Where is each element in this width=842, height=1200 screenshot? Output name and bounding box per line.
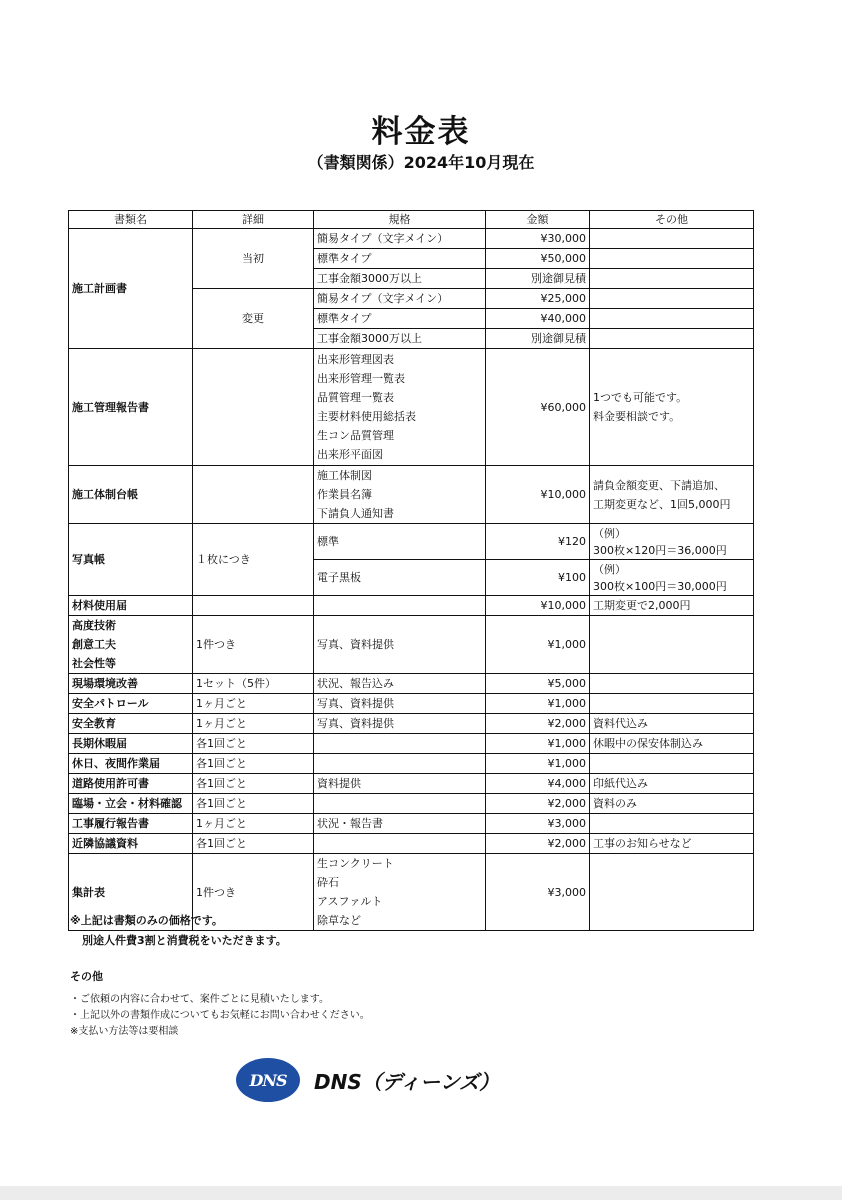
other-line: 工期変更など、1回5,000円 — [593, 497, 731, 511]
price-cell: ¥1,000 — [486, 694, 590, 714]
doc-name-line: 高度技術 — [72, 619, 116, 632]
table-row — [69, 596, 754, 616]
note-price-scope: ※上記は書類のみの価格です。 — [70, 914, 223, 927]
spec-cell: 電子黒板 — [314, 560, 486, 596]
table-row — [69, 814, 754, 834]
other-cell — [590, 329, 754, 349]
doc-name: 安全教育 — [69, 714, 193, 734]
price-cell: ¥1,000 — [486, 734, 590, 754]
spec-cell: 工事金額3000万以上 — [314, 269, 486, 289]
header-spec: 規格 — [314, 211, 486, 229]
spec-cell — [314, 349, 486, 466]
header-price: 金額 — [486, 211, 590, 229]
other-cell — [590, 616, 754, 674]
other-cell: 印紙代込み — [590, 774, 754, 794]
doc-name: 臨場・立会・材料確認 — [69, 794, 193, 814]
other-cell — [590, 560, 754, 596]
spec-line: 出来形平面図 — [317, 448, 383, 461]
other-cell — [590, 349, 754, 466]
spec-cell: 資料提供 — [314, 774, 486, 794]
table-row — [69, 754, 754, 774]
spec-cell: 状況、報告込み — [314, 674, 486, 694]
spec-line: 主要材料使用総括表 — [317, 410, 416, 423]
doc-name: 写真帳 — [69, 524, 193, 596]
table-row — [69, 834, 754, 854]
doc-name: 工事履行報告書 — [69, 814, 193, 834]
fee-table — [68, 210, 754, 931]
table-row — [69, 714, 754, 734]
other-heading: その他 — [70, 970, 103, 983]
other-cell: 工期変更で2,000円 — [590, 596, 754, 616]
price-cell: ¥10,000 — [486, 596, 590, 616]
detail-cell — [193, 596, 314, 616]
company-name: DNS（ディーンズ） — [314, 1069, 500, 1094]
other-cell: 工事のお知らせなど — [590, 834, 754, 854]
spec-line: 出来形管理図表 — [317, 353, 394, 366]
other-line: （例） — [593, 562, 626, 576]
price-cell: ¥1,000 — [486, 754, 590, 774]
price-cell: 別途御見積 — [486, 329, 590, 349]
table-header-row — [69, 211, 754, 229]
page-subtitle: （書類関係）2024年10月現在 — [307, 153, 535, 172]
price-cell: ¥3,000 — [486, 814, 590, 834]
other-cell — [590, 674, 754, 694]
detail-cell: 1件つき — [193, 854, 314, 931]
price-cell: ¥120 — [486, 524, 590, 560]
other-cell — [590, 694, 754, 714]
spec-cell — [314, 854, 486, 931]
spec-cell — [314, 794, 486, 814]
other-cell — [590, 524, 754, 560]
detail-cell: 各1回ごと — [193, 734, 314, 754]
spec-line: 施工体制図 — [317, 469, 372, 482]
detail-cell: 各1回ごと — [193, 794, 314, 814]
detail-cell: 1件つき — [193, 616, 314, 674]
other-line: 300枚×100円＝30,000円 — [593, 579, 727, 593]
other-note-estimate: ・ご依頼の内容に合わせて、案件ごとに見積いたします。 — [70, 994, 329, 1005]
other-note-inquiry: ・上記以外の書類作成についてもお気軽にお問い合わせください。 — [70, 1010, 370, 1021]
detail-cell: １枚につき — [193, 524, 314, 596]
table-row — [69, 466, 754, 524]
price-cell: ¥100 — [486, 560, 590, 596]
dns-logo-mark: DNS — [236, 1058, 300, 1102]
doc-name: 安全パトロール — [69, 694, 193, 714]
doc-name: 休日、夜間作業届 — [69, 754, 193, 774]
spec-line: 除草など — [317, 914, 361, 927]
detail-cell — [193, 466, 314, 524]
header-detail: 詳細 — [193, 211, 314, 229]
table-row — [69, 694, 754, 714]
spec-cell: 工事金額3000万以上 — [314, 329, 486, 349]
doc-name: 施工管理報告書 — [69, 349, 193, 466]
detail-cell: 1セット（5件） — [193, 674, 314, 694]
price-cell: ¥50,000 — [486, 249, 590, 269]
spec-cell — [314, 596, 486, 616]
price-cell: ¥30,000 — [486, 229, 590, 249]
detail-cell: 各1回ごと — [193, 774, 314, 794]
spec-cell: 標準タイプ — [314, 309, 486, 329]
other-cell — [590, 289, 754, 309]
spec-cell — [314, 734, 486, 754]
price-cell: ¥4,000 — [486, 774, 590, 794]
doc-name: 施工体制台帳 — [69, 466, 193, 524]
detail-cell — [193, 349, 314, 466]
detail-cell: 1ヶ月ごと — [193, 694, 314, 714]
detail-cell: 各1回ごと — [193, 754, 314, 774]
detail-cell: 当初 — [193, 229, 314, 289]
spec-line: アスファルト — [317, 895, 383, 908]
other-cell — [590, 309, 754, 329]
spec-line: 生コンクリート — [317, 857, 394, 870]
other-line: 請負金額変更、下請追加、 — [593, 478, 725, 492]
other-cell — [590, 754, 754, 774]
note-labor-tax: 別途人件費3割と消費税をいただきます。 — [82, 934, 287, 947]
doc-name: 施工計画書 — [69, 229, 193, 349]
table-row — [69, 229, 754, 249]
spec-cell: 標準タイプ — [314, 249, 486, 269]
spec-cell — [314, 754, 486, 774]
table-row — [69, 524, 754, 560]
price-cell: 別途御見積 — [486, 269, 590, 289]
spec-line: 生コン品質管理 — [317, 429, 394, 442]
price-cell: ¥40,000 — [486, 309, 590, 329]
doc-name: 道路使用許可書 — [69, 774, 193, 794]
other-line: 1つでも可能です。 — [593, 391, 688, 404]
doc-name: 近隣協議資料 — [69, 834, 193, 854]
other-cell — [590, 854, 754, 931]
other-cell — [590, 814, 754, 834]
doc-name-line: 社会性等 — [72, 657, 116, 670]
other-cell: 休暇中の保安体制込み — [590, 734, 754, 754]
spec-cell: 写真、資料提供 — [314, 714, 486, 734]
other-line: （例） — [593, 526, 626, 540]
spec-cell: 標準 — [314, 524, 486, 560]
price-cell: ¥2,000 — [486, 714, 590, 734]
price-cell: ¥25,000 — [486, 289, 590, 309]
table-row — [69, 349, 754, 466]
other-cell — [590, 269, 754, 289]
spec-cell — [314, 834, 486, 854]
spec-cell — [314, 466, 486, 524]
price-cell: ¥60,000 — [486, 349, 590, 466]
spec-cell: 状況・報告書 — [314, 814, 486, 834]
page-title: 料金表 — [371, 114, 471, 150]
price-cell: ¥3,000 — [486, 854, 590, 931]
other-cell — [590, 249, 754, 269]
doc-name: 集計表 — [69, 854, 193, 931]
price-cell: ¥10,000 — [486, 466, 590, 524]
spec-cell: 写真、資料提供 — [314, 616, 486, 674]
doc-name-line: 創意工夫 — [72, 638, 116, 651]
other-cell — [590, 229, 754, 249]
detail-cell: 1ヶ月ごと — [193, 714, 314, 734]
other-line: 料金要相談です。 — [593, 410, 681, 423]
table-row — [69, 674, 754, 694]
detail-cell: 変更 — [193, 289, 314, 349]
detail-cell: 各1回ごと — [193, 834, 314, 854]
spec-line: 出来形管理一覧表 — [317, 372, 405, 385]
price-cell: ¥2,000 — [486, 834, 590, 854]
header-other: その他 — [590, 211, 754, 229]
company-logo — [236, 1058, 499, 1102]
other-cell: 資料代込み — [590, 714, 754, 734]
table-row — [69, 734, 754, 754]
doc-name: 長期休暇届 — [69, 734, 193, 754]
other-cell: 資料のみ — [590, 794, 754, 814]
doc-name: 現場環境改善 — [69, 674, 193, 694]
doc-name: 材料使用届 — [69, 596, 193, 616]
spec-cell: 簡易タイプ（文字メイン） — [314, 229, 486, 249]
price-cell: ¥1,000 — [486, 616, 590, 674]
spec-line: 砕石 — [317, 876, 339, 889]
spec-line: 品質管理一覧表 — [317, 391, 394, 404]
price-cell: ¥5,000 — [486, 674, 590, 694]
header-document-name: 書類名 — [69, 211, 193, 229]
spec-line: 作業員名簿 — [317, 488, 372, 501]
bottom-band — [0, 1186, 842, 1200]
table-row — [69, 616, 754, 674]
doc-name — [69, 616, 193, 674]
other-line: 300枚×120円＝36,000円 — [593, 543, 727, 557]
other-note-payment: ※支払い方法等は要相談 — [70, 1026, 179, 1037]
detail-cell: 1ヶ月ごと — [193, 814, 314, 834]
table-row — [69, 794, 754, 814]
other-cell — [590, 466, 754, 524]
table-row — [69, 774, 754, 794]
spec-cell: 簡易タイプ（文字メイン） — [314, 289, 486, 309]
spec-cell: 写真、資料提供 — [314, 694, 486, 714]
spec-line: 下請負人通知書 — [317, 507, 394, 520]
price-cell: ¥2,000 — [486, 794, 590, 814]
